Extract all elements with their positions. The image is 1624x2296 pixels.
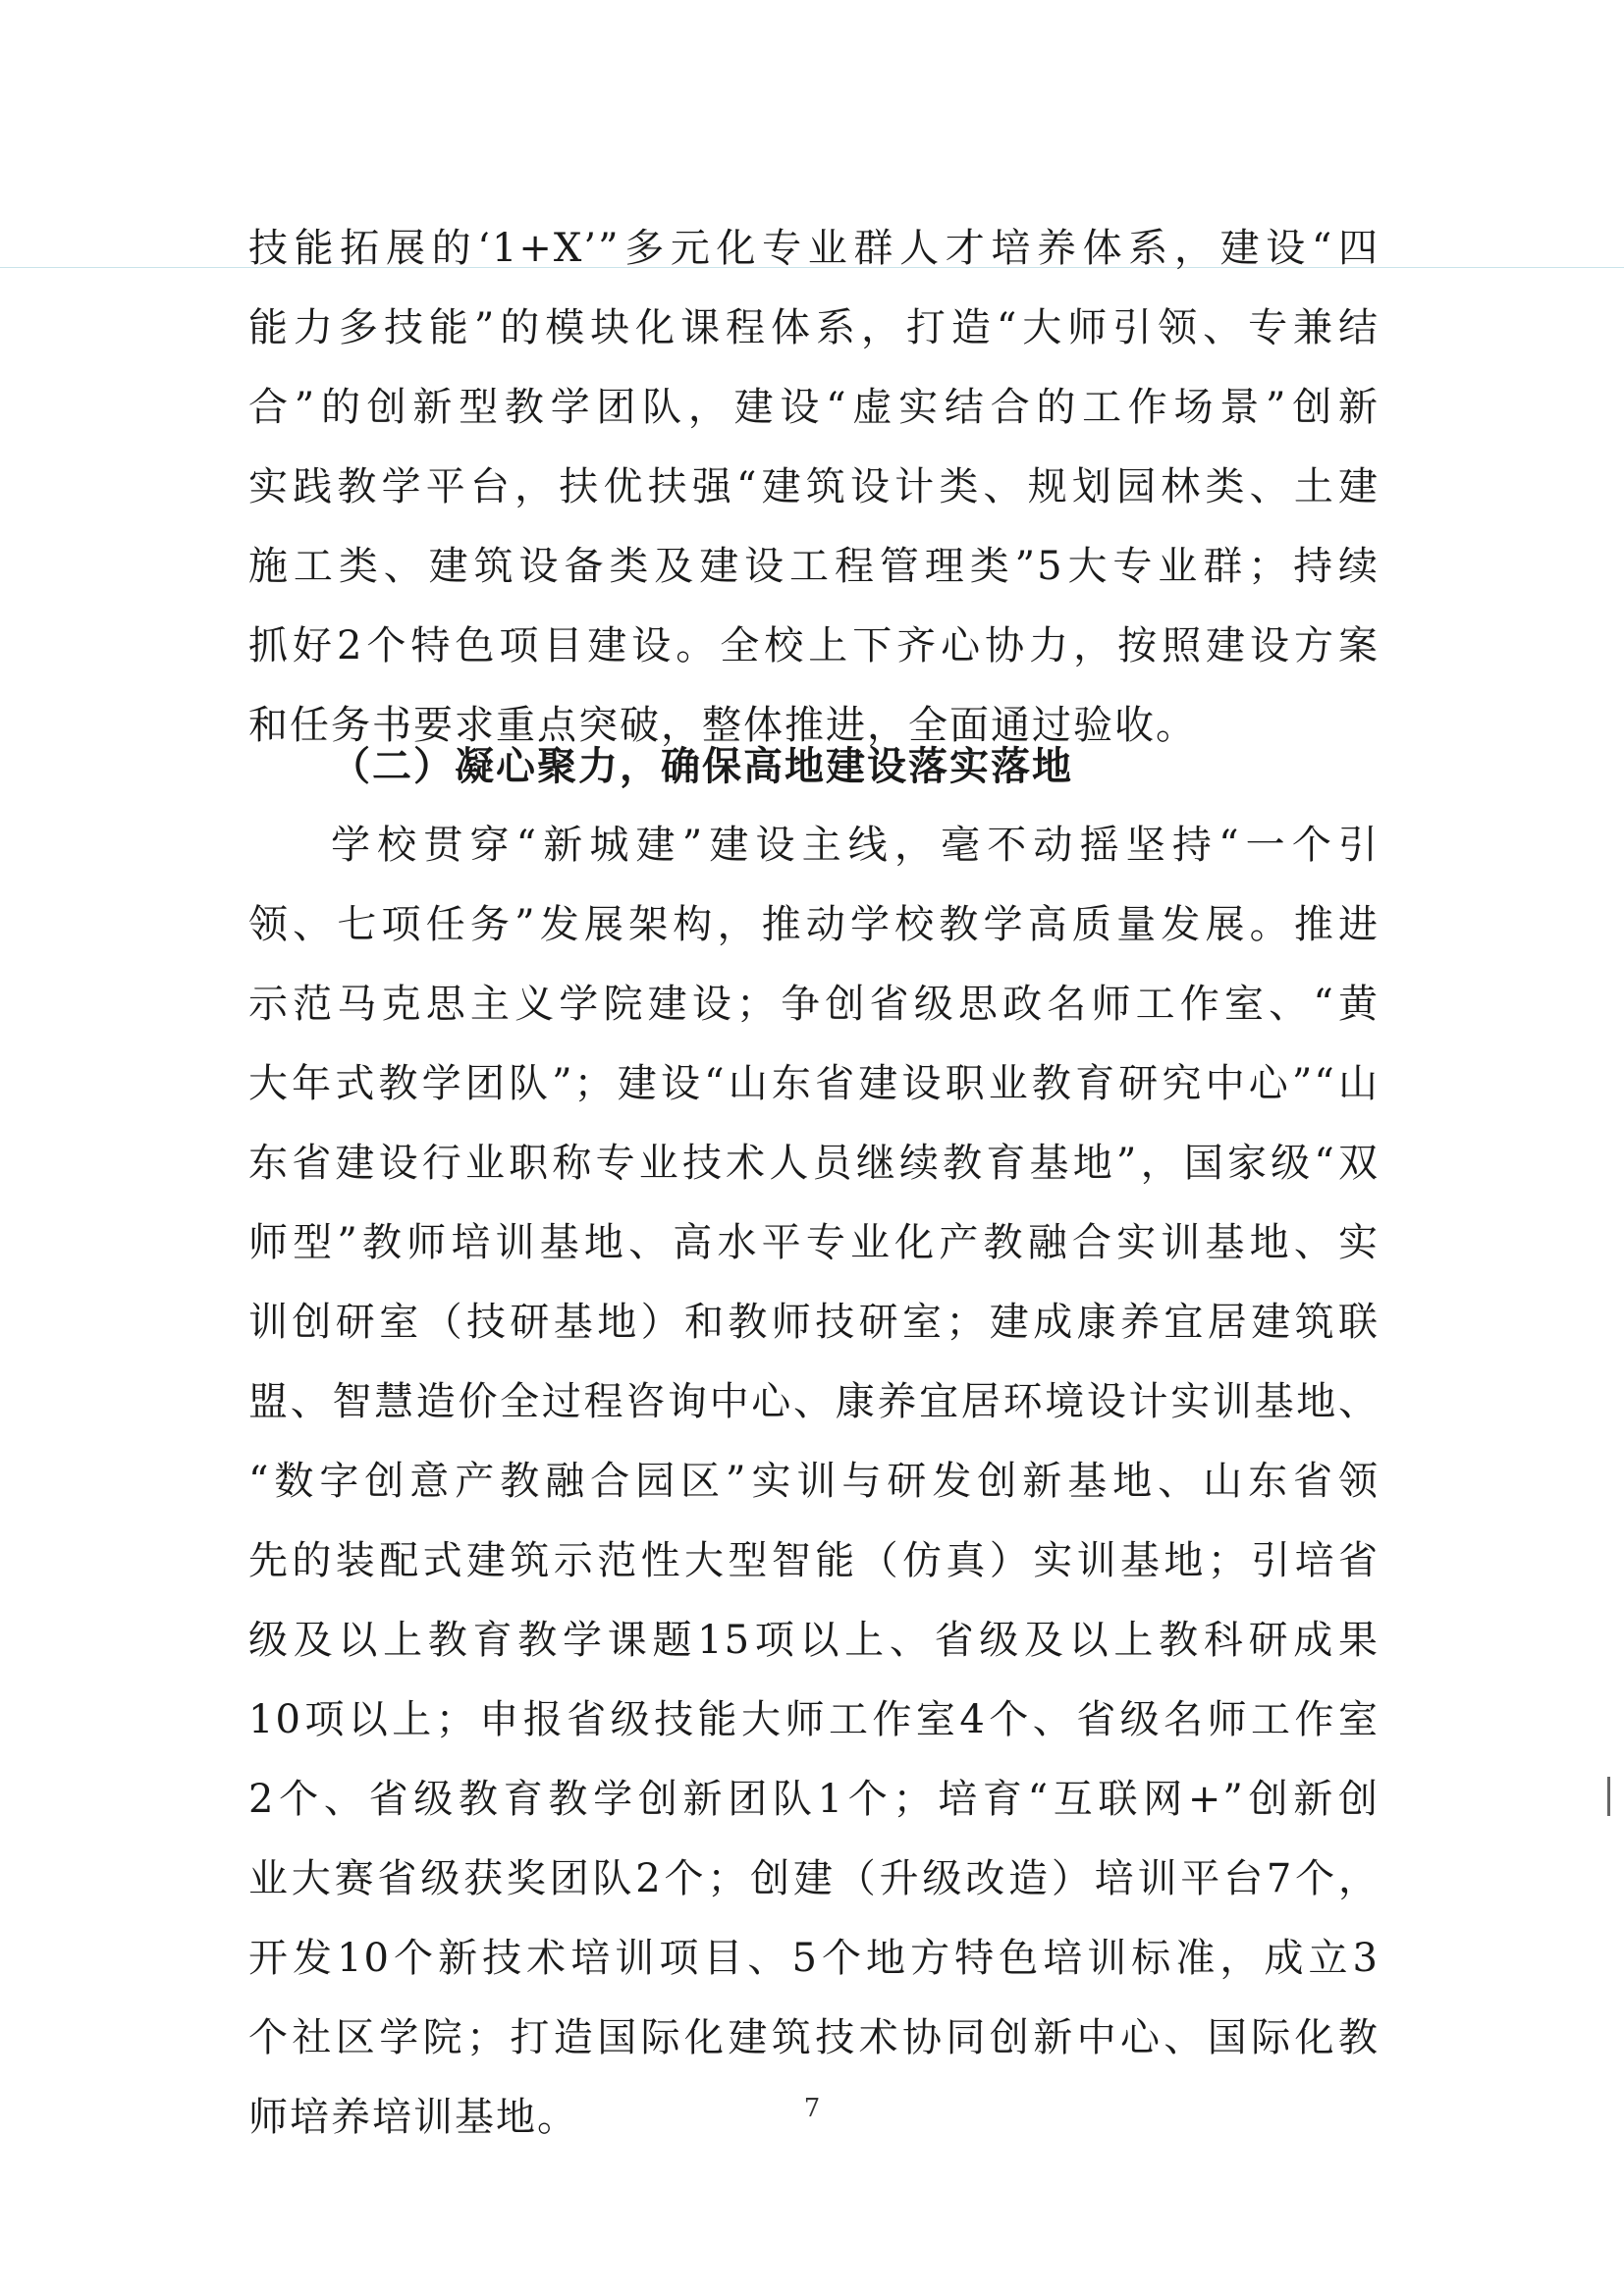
- text-line: 2个、省级教育教学创新团队1个；培育“互联网+”创新创: [248, 1777, 1380, 1822]
- text-line: 师型”教师培训基地、高水平专业化产教融合实训基地、实: [248, 1220, 1380, 1265]
- text-line: 实践教学平台，扶优扶强“建筑设计类、规划园林类、土建: [248, 464, 1380, 509]
- page-number: 7: [803, 2094, 821, 2123]
- section-heading: [248, 726, 1380, 806]
- text-line: 领、七项任务”发展架构，推动学校教学高质量发展。推进: [248, 902, 1380, 947]
- text-line: 抓好2个特色项目建设。全校上下齐心协力，按照建设方案: [248, 623, 1380, 668]
- text-line: 施工类、建筑设备类及建设工程管理类”5大专业群；持续: [248, 544, 1380, 589]
- text-line: 合”的创新型教学团队，建设“虚实结合的工作场景”创新: [248, 385, 1380, 430]
- text-line: 级及以上教育教学课题15项以上、省级及以上教科研成果: [248, 1618, 1380, 1663]
- text-line: 业大赛省级获奖团队2个；创建（升级改造）培训平台7个，: [248, 1856, 1380, 1901]
- text-line: 能力多技能”的模块化课程体系，打造“大师引领、专兼结: [248, 305, 1380, 350]
- text-line: 师培养培训基地。: [248, 2095, 578, 2140]
- text-line: 训创研室（技研基地）和教师技研室；建成康养宜居建筑联: [248, 1300, 1380, 1345]
- paragraph-continuation: [248, 209, 1380, 766]
- text-line: “数字创意产教融合园区”实训与研发创新基地、山东省领: [248, 1459, 1380, 1504]
- heading-text: （二）凝心聚力，确保高地建设落实落地: [331, 743, 1073, 789]
- text-line: 开发10个新技术培训项目、5个地方特色培训标准，成立3: [248, 1936, 1380, 1981]
- paragraph-body: [248, 806, 1380, 2158]
- scan-edge-mark: [1607, 1777, 1610, 1816]
- text-line: 先的装配式建筑示范性大型智能（仿真）实训基地；引培省: [248, 1538, 1380, 1583]
- text-line: 盟、智慧造价全过程咨询中心、康养宜居环境设计实训基地、: [248, 1379, 1380, 1424]
- text-line: 学校贯穿“新城建”建设主线，毫不动摇坚持“一个引: [331, 823, 1380, 868]
- text-line: 示范马克思主义学院建设；争创省级思政名师工作室、“黄: [248, 982, 1380, 1027]
- text-line: 10项以上；申报省级技能大师工作室4个、省级名师工作室: [248, 1697, 1380, 1742]
- text-line: 和任务书要求重点突破，整体推进，全面通过验收。: [248, 703, 1197, 748]
- text-line: 个社区学院；打造国际化建筑技术协同创新中心、国际化教: [248, 2015, 1380, 2060]
- text-line: 大年式教学团队”；建设“山东省建设职业教育研究中心”“山: [248, 1061, 1380, 1106]
- text-line: 技能拓展的‘1+X’”多元化专业群人才培养体系，建设“四: [248, 226, 1380, 271]
- text-line: 东省建设行业职称专业技术人员继续教育基地”，国家级“双: [248, 1141, 1380, 1186]
